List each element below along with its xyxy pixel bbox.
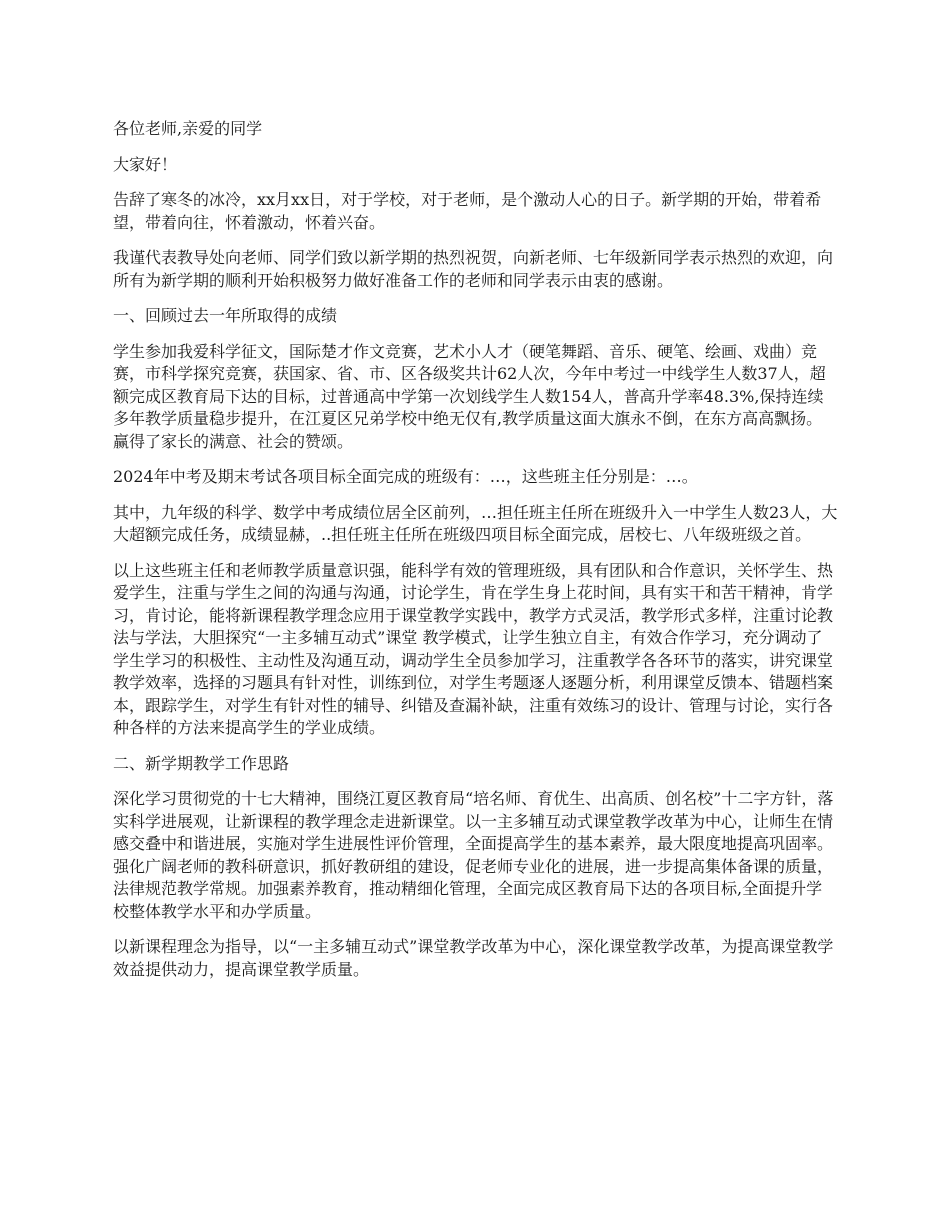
section-heading-review: 一、回顾过去一年所取得的成绩 <box>113 306 338 325</box>
paragraph-grade-nine: 其中，九年级的科学、数学中考成绩位居全区前列，…担任班主任所在班级升入一中学生人数23人，大大超额完成任务，成绩显赫，..担任班主任所在班级四项目标全面完成，居校七、八年级班级之首。 <box>113 502 838 544</box>
paragraph-teaching-ideas: 深化学习贯彻党的十七大精神，围绕江夏区教育局“培名师、育优生、出高质、创名校”十二字方针，落实科学进展观，让新课程的教学理念走进新课堂。以一主多辅互动式课堂教学改革为中心，让师生在情感交叠中和谐进展，实施对学生进展性评价管理，全面提高学生的基本素养，最大限度地提高巩固率。强化广阔老师的教科研意识，抓好教研组的建设，促老师专业化的进展，进一步提高集体备课的质量，法律规范教学常规。加强素养教育，推动精细化管理，全面完成区教育局下达的各项目标,全面提升学校整体教学水平和办学质量。 <box>113 789 834 921</box>
document-body <box>113 118 838 994</box>
paragraph-opening: 告辞了寒冬的冰冷，xx月xx日，对于学校，对于老师，是个激动人心的日子。新学期的开始，带着希望，带着向往，怀着激动，怀着兴奋。 <box>113 190 822 232</box>
paragraph-congratulations: 我谨代表教导处向老师、同学们致以新学期的热烈祝贺，向新老师、七年级新同学表示热烈的欢迎，向所有为新学期的顺利开始积极努力做好准备工作的老师和同学表示由衷的感谢。 <box>113 248 834 290</box>
paragraph-teacher-praise: 以上这些班主任和老师教学质量意识强，能科学有效的管理班级，具有团队和合作意识，关怀学生、热爱学生，注重与学生之间的沟通与沟通，讨论学生，肯在学生身上花时间，具有实干和苦干精神，肯学习，肯讨论，能将新课程教学理念应用于课堂教学实践中，教学方式灵活，教学形式多样，注重讨论教法与学法，大胆探究“一主多辅互动式”课堂 教学模式，让学生独立自主，有效合作学习，充分调动了学生学习的积极性、主动性及沟通互动，调动学生全员参加学习，注重教学各各环节的落实，讲究课堂教学效率，选择的习题具有针对性，训练到位，对学生考题逐人逐题分析，利用课堂反馈本、错题档案本，跟踪学生，对学生有针对性的辅导、纠错及查漏补缺，注重有效练习的设计、管理与讨论，实行各种各样的方法来提高学生的学业成绩。 <box>113 560 834 737</box>
paragraph-achievements: 学生参加我爱科学征文，国际楚才作文竞赛，艺术小人才（硬笔舞蹈、音乐、硬笔、绘画、戏曲）竞赛，市科学探究竞赛，获国家、省、市、区各级奖共计62人次，今年中考过一中线学生人数37人，超额完成区教育局下达的目标，过普通高中学第一次划线学生人数154人，普高升学率48.3%,保持连续多年教学质量稳步提升，在江夏区兄弟学校中绝无仅有,教学质量这面大旗永不倒，在东方高高飘扬。赢得了家长的满意、社会的赞颂。 <box>113 341 826 451</box>
paragraph-classes-completed: 2024年中考及期末考试各项目标全面完成的班级有：…，这些班主任分别是：…。 <box>113 467 698 486</box>
greeting: 大家好！ <box>113 154 178 174</box>
paragraph-curriculum-guidance: 以新课程理念为指导，以“一主多辅互动式”课堂教学改革为中心，深化课堂教学改革，为提高课堂教学效益提供动力，提高课堂教学质量。 <box>113 937 834 979</box>
salutation: 各位老师,亲爱的同学 <box>113 119 263 138</box>
section-heading-new-semester: 二、新学期教学工作思路 <box>113 753 290 773</box>
